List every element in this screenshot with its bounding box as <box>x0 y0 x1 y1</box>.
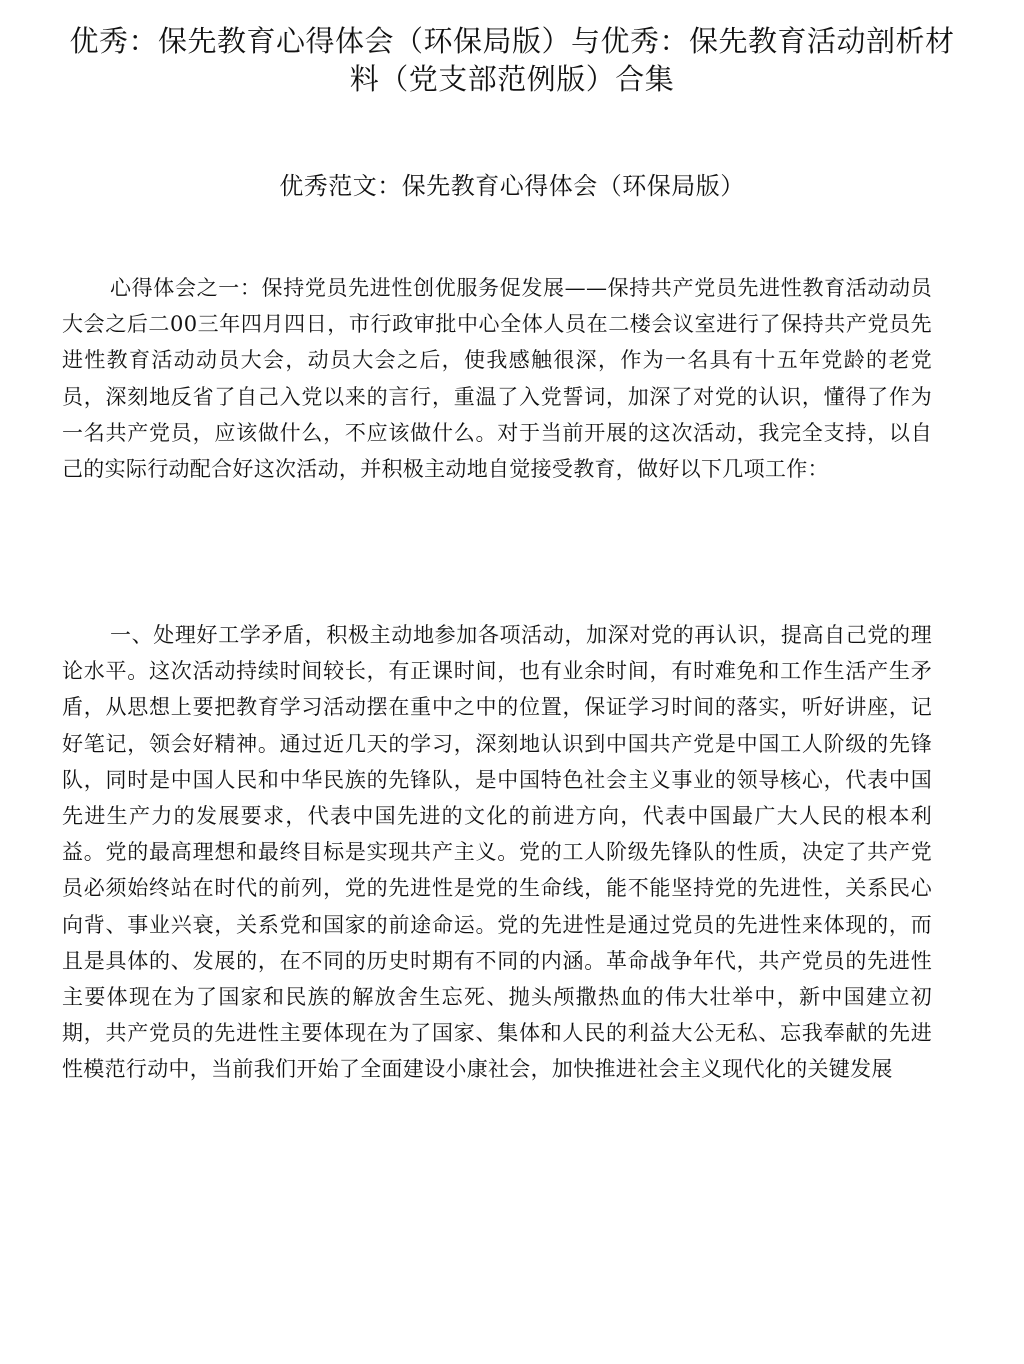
body-paragraph: 一、处理好工学矛盾，积极主动地参加各项活动，加深对党的再认识，提高自己党的理论水平。这次活动持续时间较长，有正课时间，也有业余时间，有时难免和工作生活产生矛盾，从思想上要把教育学习活动摆在重中之中的位置，保证学习时间的落实，听好讲座，记好笔记，领会好精神。通过近几天的学习，深刻地认识到中国共产党是中国工人阶级的先锋队，同时是中国人民和中华民族的先锋队，是中国特色社会主义事业的领导核心，代表中国先进生产力的发展要求，代表中国先进的文化的前进方向，代表中国最广大人民的根本利益。党的最高理想和最终目标是实现共产主义。党的工人阶级先锋队的性质，决定了共产党员必须始终站在时代的前列，党的先进性是党的生命线，能不能坚持党的先进性，关系民心向背、事业兴衰，关系党和国家的前途命运。党的先进性是通过党员的先进性来体现的，而且是具体的、发展的，在不同的历史时期有不同的内涵。革命战争年代，共产党员的先进性主要体现在为了国家和民族的解放舍生忘死、抛头颅撒热血的伟大壮举中，新中国建立初期，共产党员的先进性主要体现在为了国家、集体和人民的利益大公无私、忘我奉献的先进性模范行动中，当前我们开始了全面建设小康社会，加快推进社会主义现代化的关键发展 <box>62 623 932 1082</box>
document-title: 优秀：保先教育心得体会（环保局版）与优秀：保先教育活动剖析材料（党支部范例版）合集 <box>69 24 955 96</box>
body-paragraph: 心得体会之一：保持党员先进性创优服务促发展——保持共产党员先进性教育活动动员大会之后二00三年四月四日，市行政审批中心全体人员在二楼会议室进行了保持共产党员先进性教育活动动员大会，动员大会之后，使我感触很深，作为一名具有十五年党龄的老党员，深刻地反省了自己入党以来的言行，重温了入党誓词，加深了对党的认识，懂得了作为一名共产党员，应该做什么，不应该做什么。对于当前开展的这次活动，我完全支持，以自己的实际行动配合好这次活动，并积极主动地自觉接受教育，做好以下几项工作： <box>62 276 932 482</box>
document-subtitle: 优秀范文：保先教育心得体会（环保局版） <box>279 172 745 200</box>
